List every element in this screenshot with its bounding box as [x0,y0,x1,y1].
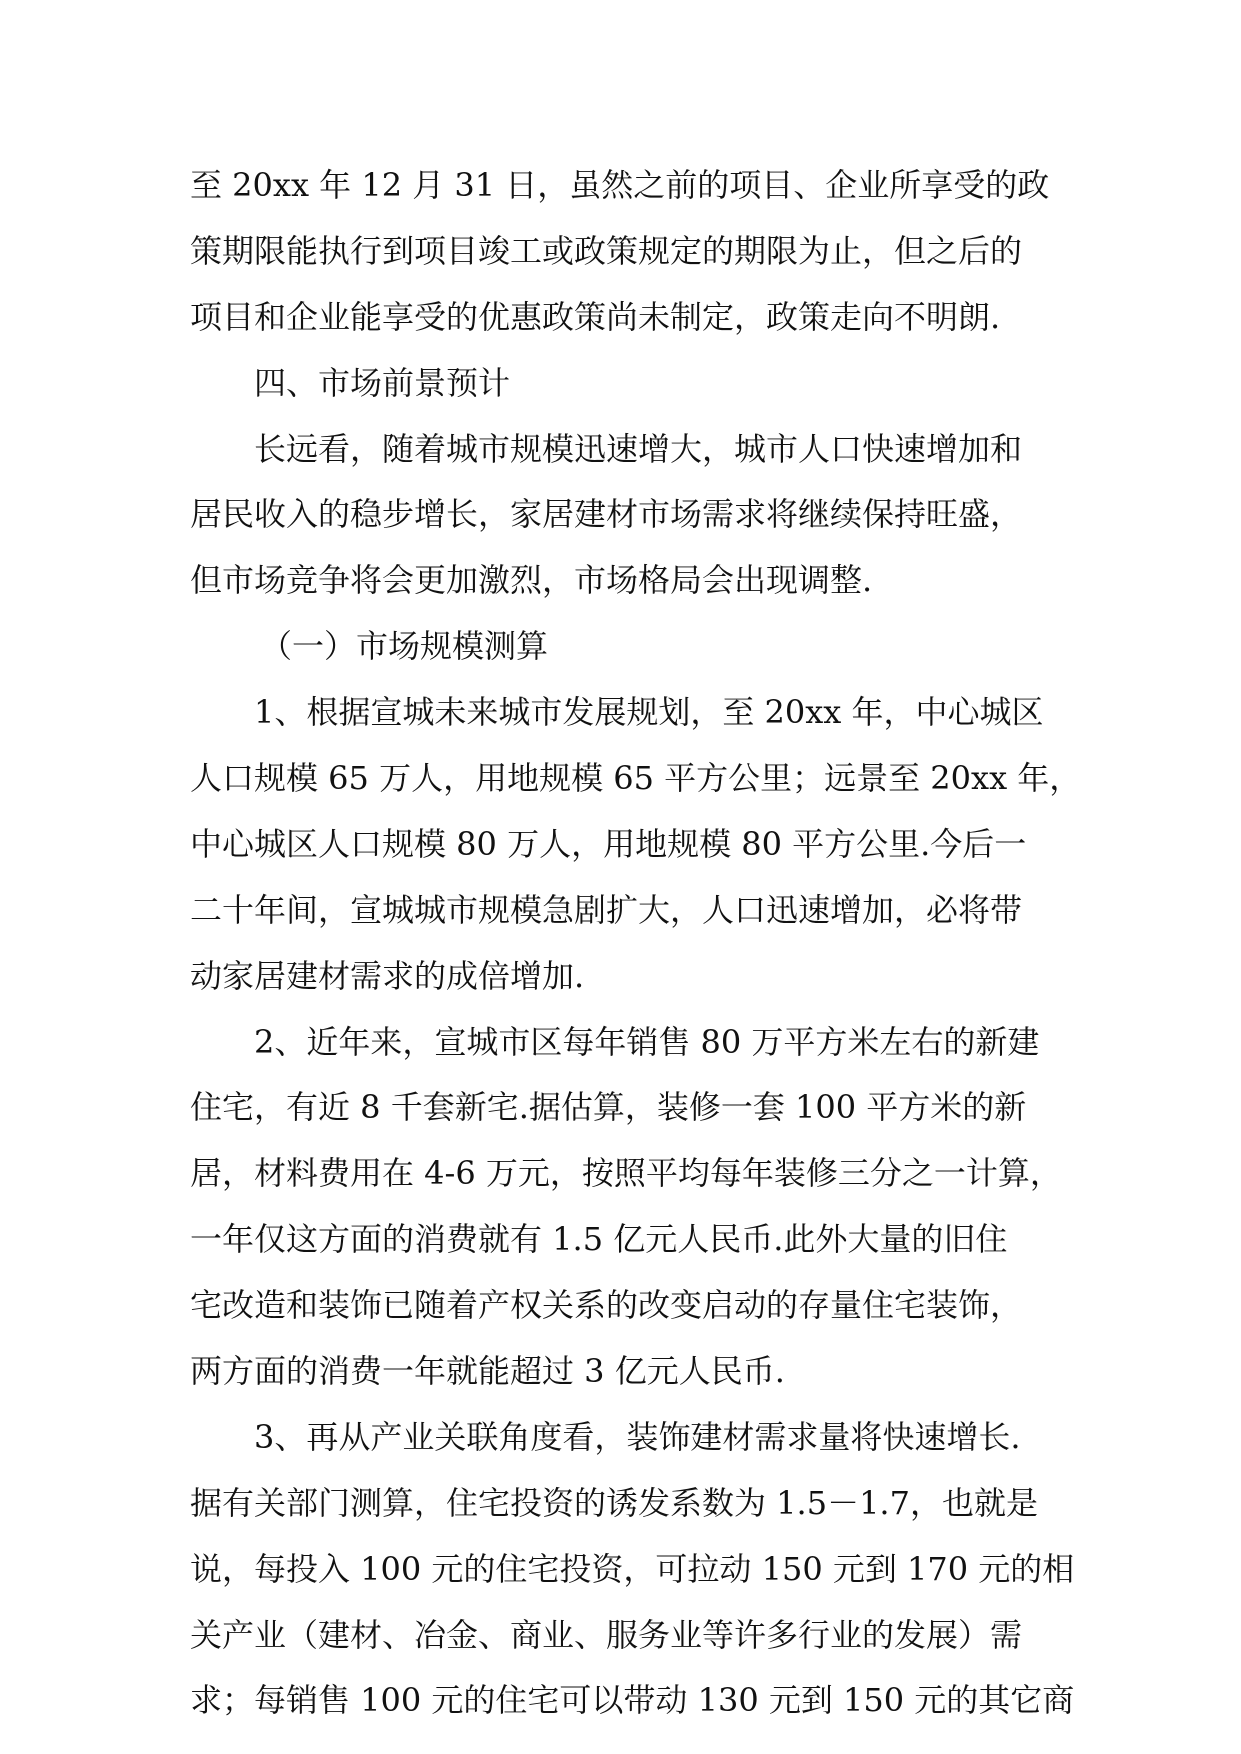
subsection-heading: （一）市场规模测算 [260,627,549,666]
text-line: 居民收入的稳步增长，家居建材市场需求将继续保持旺盛， [190,495,1023,534]
text-line: 长远看，随着城市规模迅速增大，城市人口快速增加和 [254,429,1023,468]
text-line: 关产业（建材、冶金、商业、服务业等许多行业的发展）需 [190,1615,1023,1654]
text-line: 两方面的消费一年就能超过 3 亿元人民币. [190,1352,785,1391]
text-line: 据有关部门测算，住宅投资的诱发系数为 1.5－1.7，也就是 [190,1483,1038,1522]
text-line: 求；每销售 100 元的住宅可以带动 130 元到 150 元的其它商 [190,1681,1075,1720]
body-text [190,153,1082,1734]
text-line: 项目和企业能享受的优惠政策尚未制定，政策走向不明朗. [190,297,1001,336]
text-line: 说，每投入 100 元的住宅投资，可拉动 150 元到 170 元的相 [190,1549,1075,1588]
text-line: 住宅，有近 8 千套新宅.据估算，装修一套 100 平方米的新 [190,1088,1027,1127]
text-line: 策期限能执行到项目竣工或政策规定的期限为止，但之后的 [190,231,1023,270]
text-line: 人口规模 65 万人，用地规模 65 平方公里；远景至 20xx 年， [190,759,1082,798]
text-line: 3、再从产业关联角度看，装饰建材需求量将快速增长. [254,1417,1021,1456]
text-line: 至 20xx 年 12 月 31 日，虽然之前的项目、企业所享受的政 [190,166,1050,204]
text-line: 宅改造和装饰已随着产权关系的改变启动的存量住宅装饰， [190,1286,1023,1325]
text-line: 中心城区人口规模 80 万人，用地规模 80 平方公里.今后一 [190,824,1027,863]
text-line: 1、根据宣城未来城市发展规划，至 20xx 年，中心城区 [254,693,1044,732]
section-heading: 四、市场前景预计 [254,363,511,402]
text-line: 2、近年来，宣城市区每年销售 80 万平方米左右的新建 [254,1022,1040,1061]
text-line: 但市场竞争将会更加激烈，市场格局会出现调整. [190,561,873,600]
text-line: 居，材料费用在 4-6 万元，按照平均每年装修三分之一计算， [190,1154,1062,1193]
text-line: 动家居建材需求的成倍增加. [190,956,585,995]
text-line: 二十年间，宣城城市规模急剧扩大，人口迅速增加，必将带 [190,890,1023,929]
text-line: 一年仅这方面的消费就有 1.5 亿元人民币.此外大量的旧住 [190,1220,1008,1259]
